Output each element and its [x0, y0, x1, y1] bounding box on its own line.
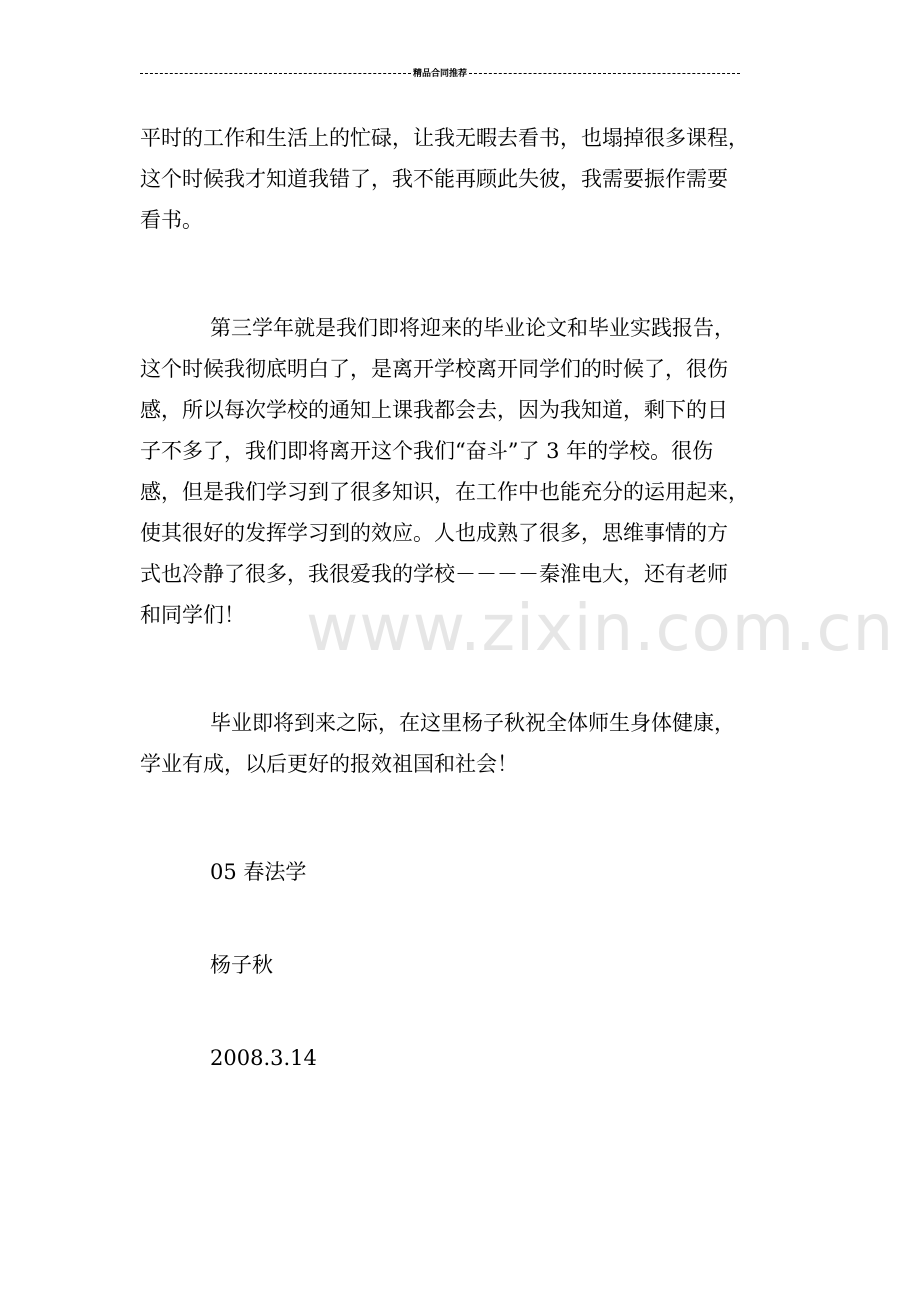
- paragraph-gap: [140, 241, 780, 308]
- text-line: 这个时候我才知道我错了，我不能再顾此失彼，我需要振作需要: [140, 167, 728, 191]
- text-line: 毕业即将到来之际，在这里杨子秋祝全体师生身体健康，: [210, 711, 735, 735]
- paragraph-1: [140, 118, 780, 241]
- text-line: 感，但是我们学习到了很多知识，在工作中也能充分的运用起来，: [140, 480, 749, 504]
- text-line: 感，所以每次学校的通知上课我都会去，因为我知道，剩下的日: [140, 398, 728, 422]
- watermark: www.zixin.com.cn: [306, 592, 895, 666]
- text-line: 这个时候我彻底明白了，是离开学校离开同学们的时候了，很伤: [140, 357, 728, 381]
- header-divider-left: [140, 73, 411, 74]
- page-header: [140, 66, 740, 79]
- header-divider-right: [469, 73, 740, 74]
- paragraph-gap: [140, 636, 780, 703]
- header-title: 精品合同推荐: [413, 69, 468, 79]
- signature-author: 杨子秋: [210, 953, 273, 977]
- text-line: 子不多了，我们即将离开这个我们“奋斗”了 3 年的学校。很伤: [140, 439, 714, 463]
- signature-date: 2008.3.14: [210, 1046, 317, 1070]
- text-line: 学业有成，以后更好的报效祖国和社会！: [140, 752, 518, 776]
- signature-gap: [140, 893, 780, 945]
- text-line: 和同学们！: [140, 603, 245, 627]
- signature-gap: [140, 986, 780, 1038]
- text-line: 式也冷静了很多，我很爱我的学校－－－－秦淮电大，还有老师: [140, 562, 728, 586]
- text-line: 平时的工作和生活上的忙碌，让我无暇去看书，也塌掉很多课程，: [140, 126, 749, 150]
- signature-class: 05 春法学: [210, 860, 307, 884]
- paragraph-gap: [140, 785, 780, 852]
- text-line: 第三学年就是我们即将迎来的毕业论文和毕业实践报告，: [210, 316, 735, 340]
- paragraph-2: [140, 308, 780, 636]
- document-body: [140, 118, 780, 1079]
- text-line: 使其很好的发挥学习到的效应。人也成熟了很多，思维事情的方: [140, 521, 728, 545]
- text-line: 看书。: [140, 208, 203, 232]
- paragraph-3: [140, 703, 780, 785]
